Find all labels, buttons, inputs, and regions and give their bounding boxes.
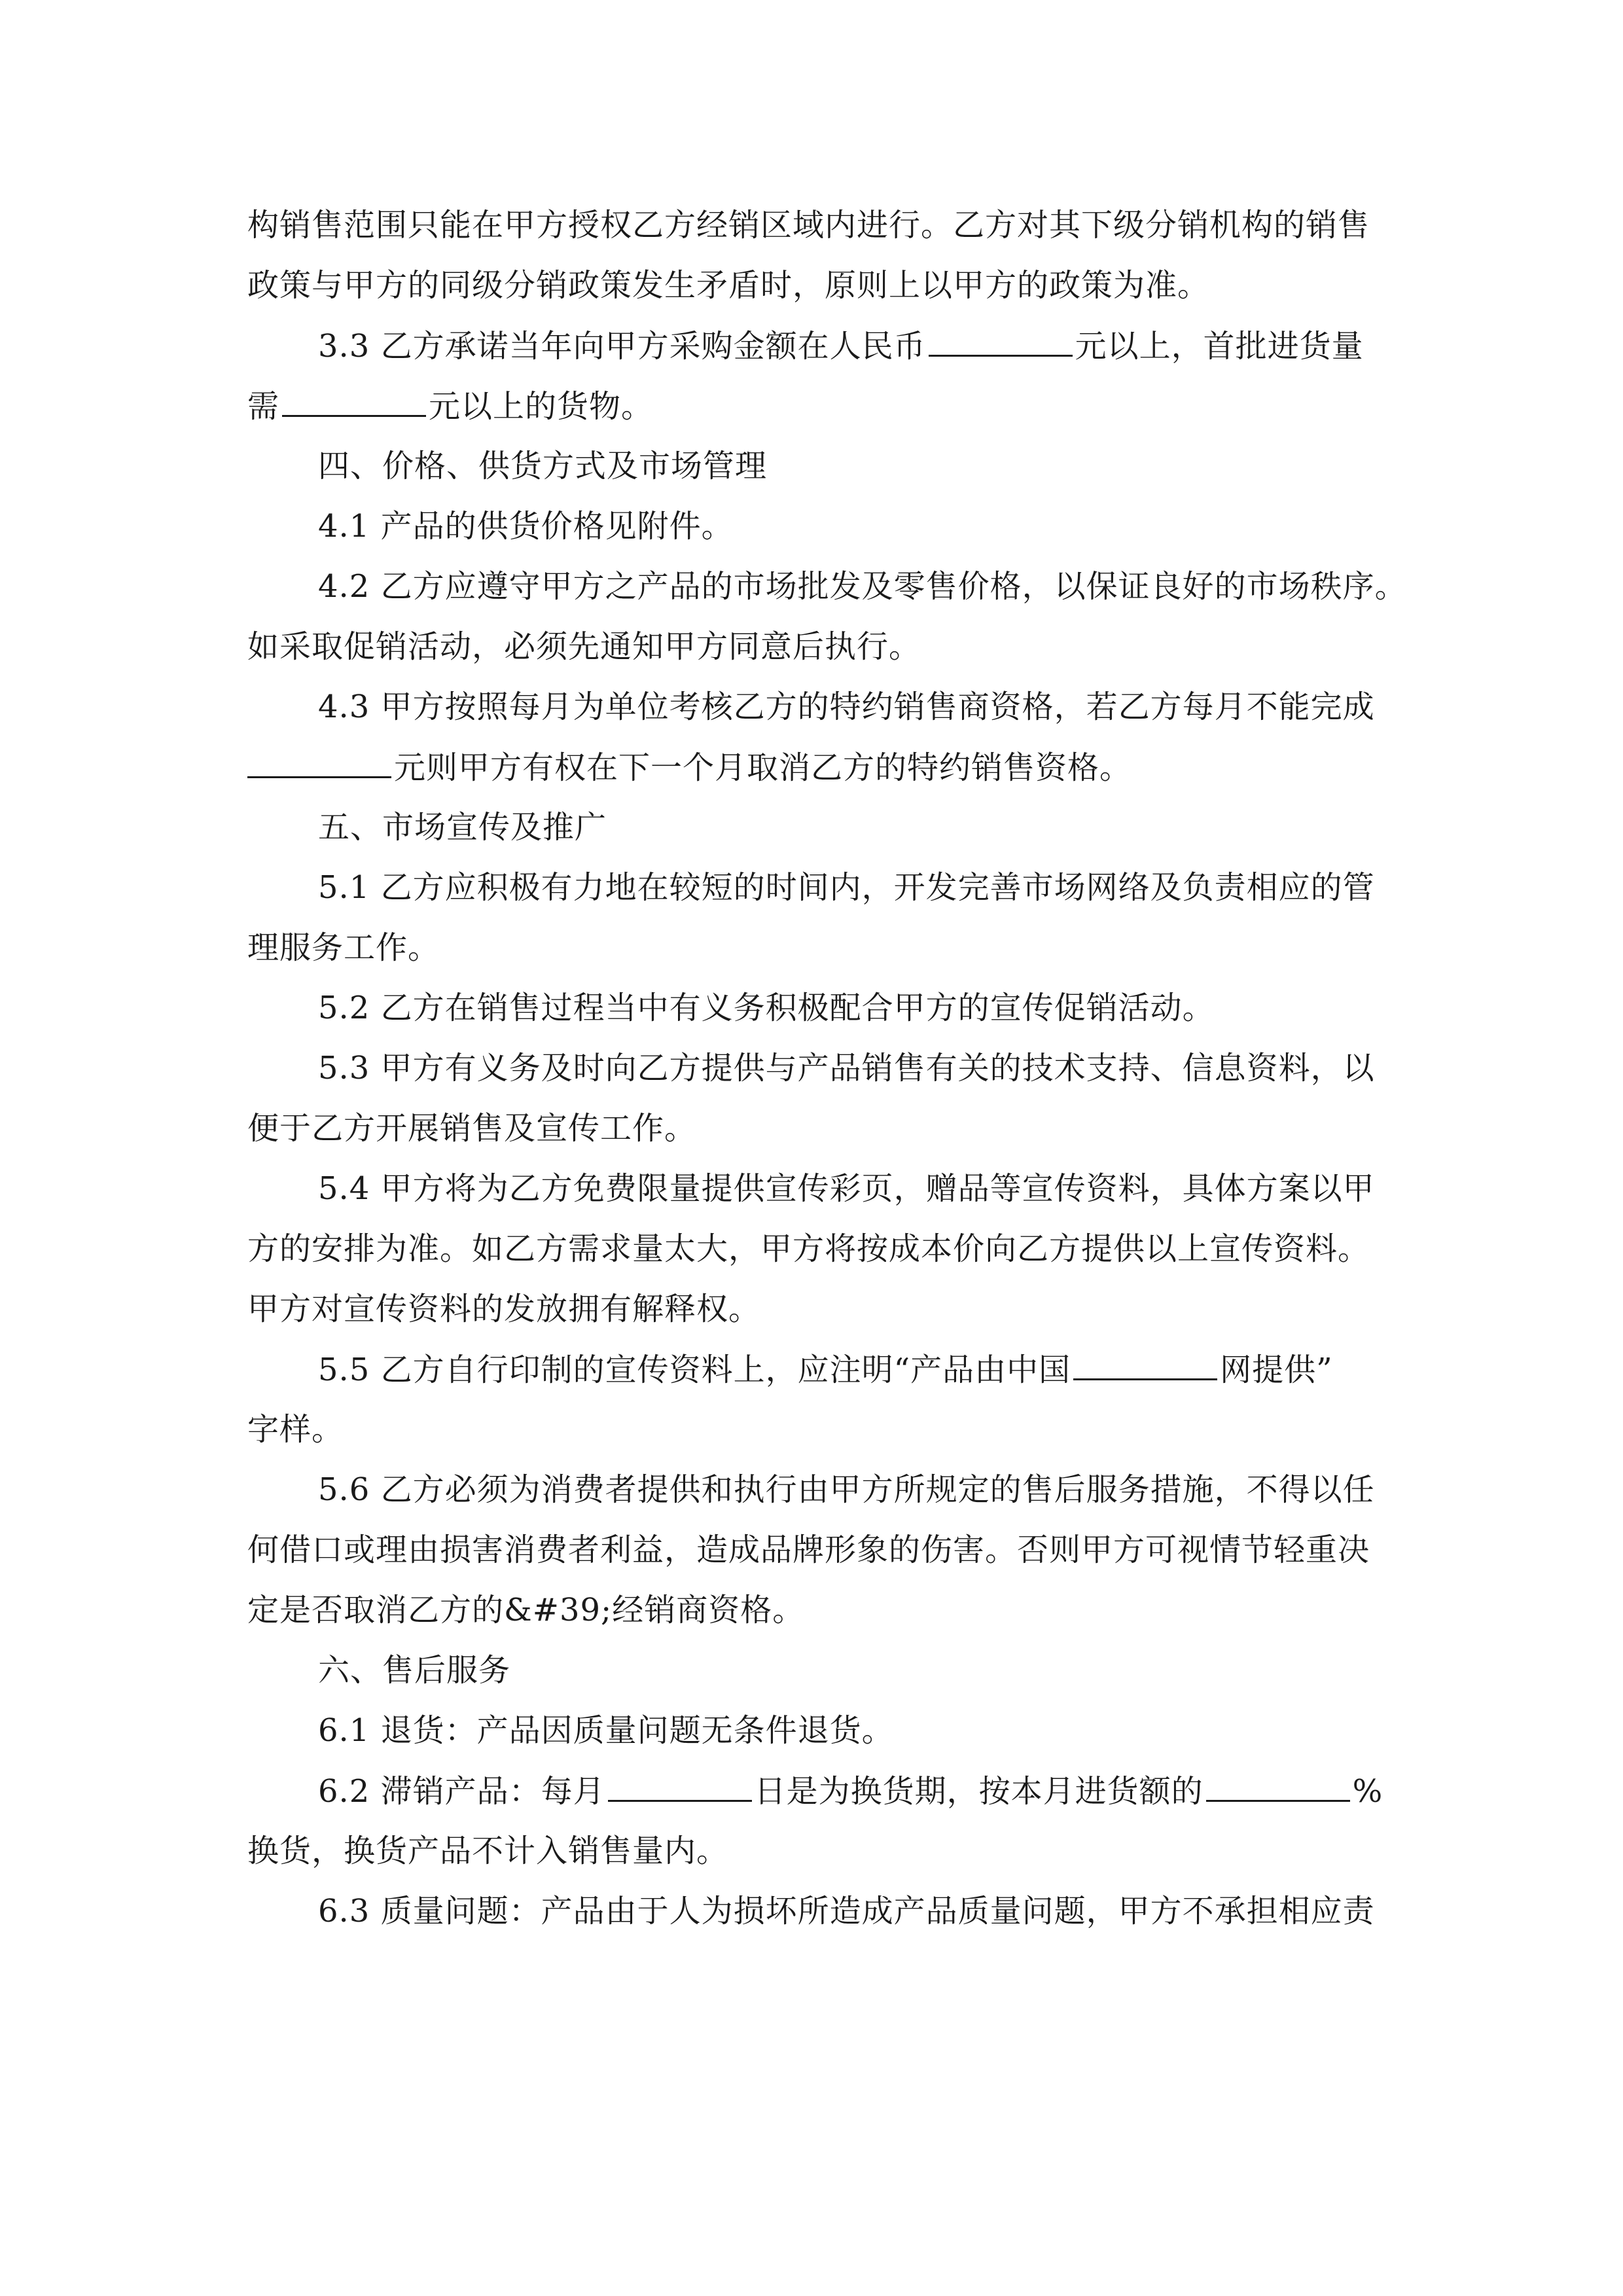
clause-5-5-line-1 [247,1339,1393,1399]
section-heading-5: 五、市场宣传及推广 [318,809,607,846]
document-body [247,195,1407,1941]
clause-5-2: 5.2 乙方在销售过程当中有义务积极配合甲方的宣传促销活动。 [318,990,1215,1026]
clause-5-6-line-2: 何借口或理由损害消费者利益，造成品牌形象的伤害。否则甲方可视情节轻重决 [247,1532,1370,1568]
clause-text: 6.2 滞销产品：每月 [318,1773,605,1810]
blank-field [1206,1761,1350,1802]
clause-5-6-line-1: 5.6 乙方必须为消费者提供和执行由甲方所规定的售后服务措施，不得以任 [318,1471,1375,1508]
clause-3-3-line-2 [247,376,1393,436]
clause-4-3-line-2 [247,737,1393,797]
clause-text: 5.5 乙方自行印制的宣传资料上，应注明“产品由中国 [318,1352,1071,1388]
clause-text: 元以上，首批进货量 [1075,328,1364,365]
clause-text: 需 [247,388,280,425]
clause-text: 网提供” [1220,1352,1333,1388]
clause-text: 元则甲方有权在下一个月取消乙方的特约销售资格。 [394,749,1132,786]
clause-text: 元以上的货物。 [429,388,654,425]
clause-6-1: 6.1 退货：产品因质量问题无条件退货。 [318,1712,894,1749]
clause-5-5-line-2: 字样。 [247,1411,344,1448]
blank-field [929,315,1073,357]
clause-text: 日是为换货期，按本月进货额的 [754,1773,1204,1810]
blank-field [608,1761,752,1802]
blank-field [282,376,426,417]
clause-3-3-line-1 [247,315,1393,376]
clause-5-3-line-1: 5.3 甲方有义务及时向乙方提供与产品销售有关的技术支持、信息资料，以 [318,1050,1375,1086]
section-heading-4: 四、价格、供货方式及市场管理 [318,448,768,484]
clause-6-2-line-2: 换货，换货产品不计入销售量内。 [247,1833,729,1869]
clause-5-3-line-2: 便于乙方开展销售及宣传工作。 [247,1110,697,1147]
blank-field [247,737,391,778]
clause-5-6-line-3: 定是否取消乙方的&#39;经销商资格。 [247,1592,805,1628]
clause-5-1-line-1: 5.1 乙方应积极有力地在较短的时间内，开发完善市场网络及负责相应的管 [318,869,1375,906]
text-line: 构销售范围只能在甲方授权乙方经销区域内进行。乙方对其下级分销机构的销售 [247,207,1370,243]
text-line: 政策与甲方的同级分销政策发生矛盾时，原则上以甲方的政策为准。 [247,267,1210,304]
clause-5-4-line-3: 甲方对宣传资料的发放拥有解释权。 [247,1291,761,1327]
section-heading-6: 六、售后服务 [318,1652,511,1689]
clause-5-4-line-1: 5.4 甲方将为乙方免费限量提供宣传彩页，赠品等宣传资料，具体方案以甲 [318,1170,1375,1207]
clause-4-3-line-1: 4.3 甲方按照每月为单位考核乙方的特约销售商资格，若乙方每月不能完成 [318,689,1375,725]
clause-4-2-line-1: 4.2 乙方应遵守甲方之产品的市场批发及零售价格，以保证良好的市场秩序。 [318,568,1407,605]
clause-text: 3.3 乙方承诺当年向甲方采购金额在人民币 [318,328,926,365]
clause-6-2-line-1 [247,1761,1393,1821]
clause-6-3-line-1: 6.3 质量问题：产品由于人为损坏所造成产品质量问题，甲方不承担相应责 [318,1893,1375,1929]
blank-field [1073,1339,1217,1380]
clause-4-1: 4.1 产品的供货价格见附件。 [318,508,734,545]
clause-5-4-line-2: 方的安排为准。如乙方需求量太大，甲方将按成本价向乙方提供以上宣传资料。 [247,1230,1370,1267]
clause-5-1-line-2: 理服务工作。 [247,929,440,966]
clause-4-2-line-2: 如采取促销活动，必须先通知甲方同意后执行。 [247,628,921,665]
clause-text: % [1352,1773,1383,1810]
